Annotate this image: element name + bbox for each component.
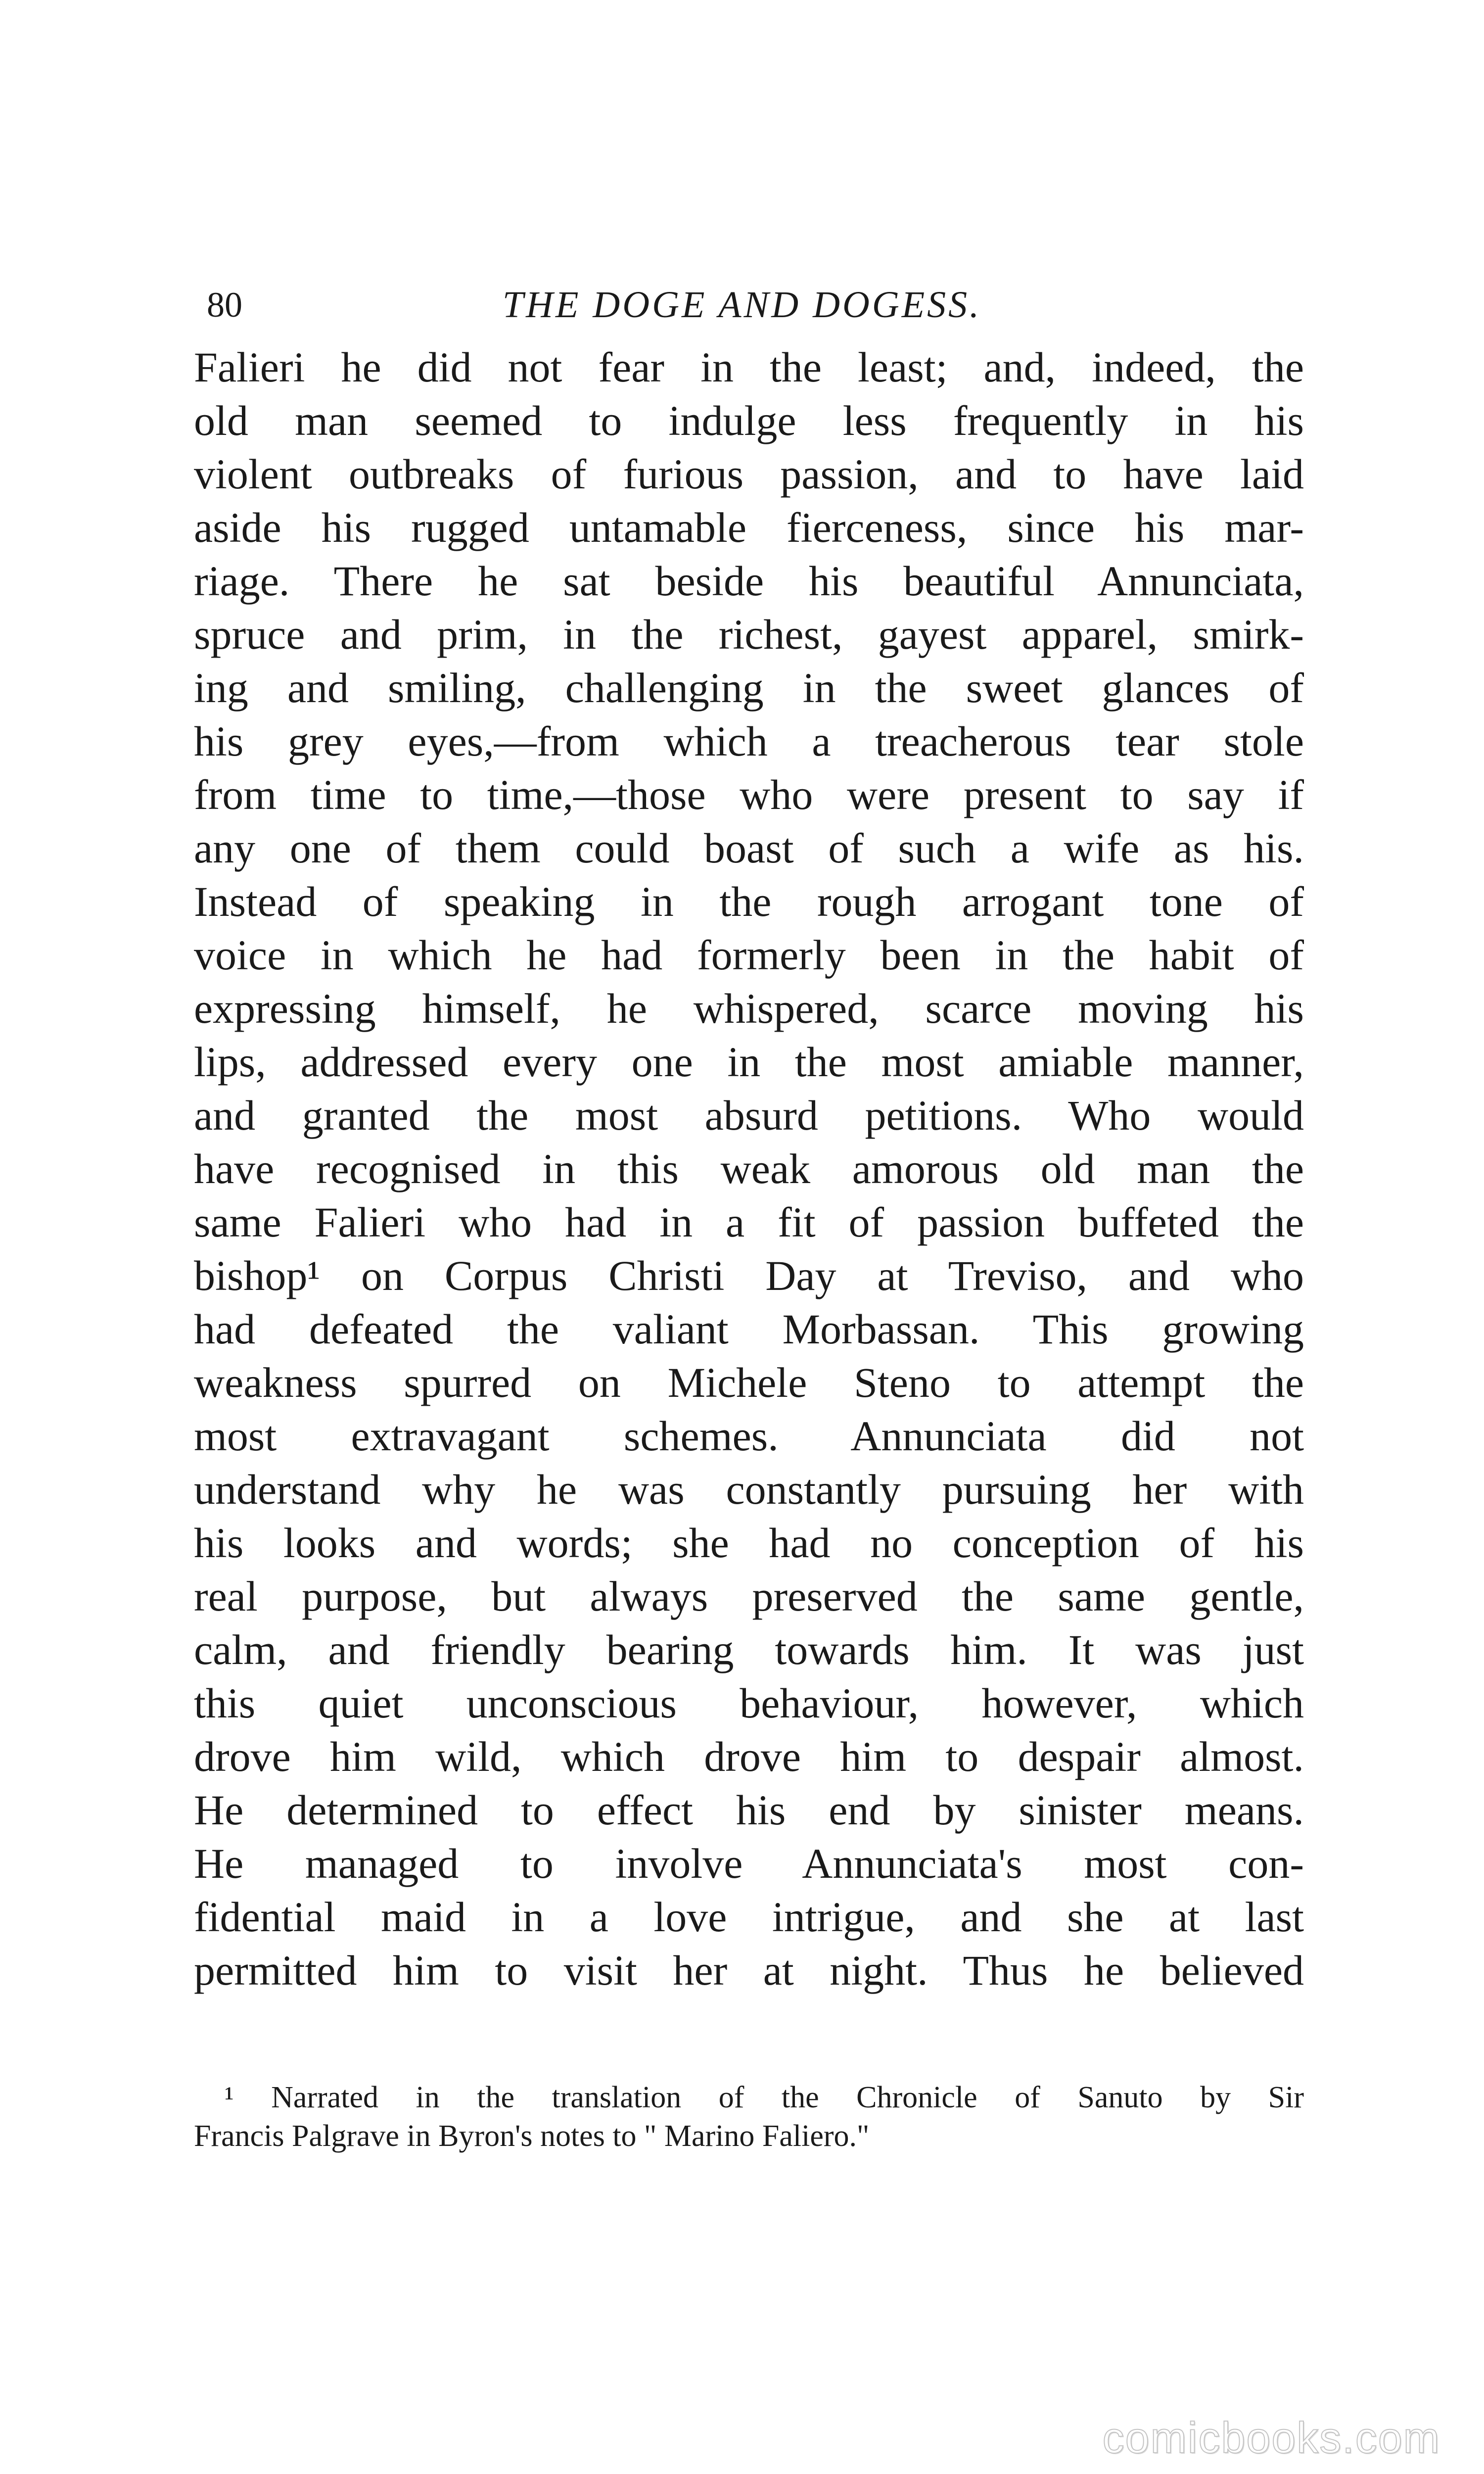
footnote [194,2078,1304,2155]
text-line: He managed to involve Annunciata's most con- [194,1840,1304,1887]
text-line: calm, and friendly bearing towards him. It was just [194,1626,1304,1673]
text-line: most extravagant schemes. Annunciata did not [194,1412,1304,1460]
text-line: same Falieri who had in a fit of passion buffeted the [194,1198,1304,1246]
text-line: Falieri he did not fear in the least; and, indeed, the [194,343,1304,391]
text-line: permitted him to visit her at night. Thus he believed [194,1947,1304,1994]
text-line: violent outbreaks of furious passion, and to have laid [194,450,1304,498]
text-line: understand why he was constantly pursuing her with [194,1466,1304,1513]
footnote-line: Francis Palgrave in Byron's notes to " Marino Faliero." [194,2119,870,2153]
text-line: old man seemed to indulge less frequently in his [194,397,1304,444]
text-line: aside his rugged untamable fierceness, since his mar- [194,504,1304,551]
text-line: have recognised in this weak amorous old man the [194,1145,1304,1192]
text-line: any one of them could boast of such a wife as his. [194,824,1304,872]
text-line: ing and smiling, challenging in the sweet glances of [194,664,1304,712]
watermark: comicbooks.com [1102,2413,1440,2462]
text-line: He determined to effect his end by sinister means. [194,1786,1304,1834]
page-number: 80 [207,285,242,325]
text-line: bishop¹ on Corpus Christi Day at Treviso, and who [194,1252,1304,1299]
text-line: expressing himself, he whispered, scarce moving his [194,985,1304,1032]
text-line: riage. There he sat beside his beautiful Annunciata, [194,557,1304,605]
footnote-line: ¹ Narrated in the translation of the Chronicle of Sanuto by Sir [225,2081,1304,2114]
text-line: his grey eyes,—from which a treacherous tear stole [194,717,1304,765]
text-line: and granted the most absurd petitions. Who would [194,1092,1304,1139]
running-head: THE DOGE AND DOGESS. [502,284,982,326]
text-line: weakness spurred on Michele Steno to attempt the [194,1359,1304,1406]
text-line: Instead of speaking in the rough arrogant tone of [194,878,1304,925]
text-line: drove him wild, which drove him to despair almost. [194,1733,1304,1780]
text-line: real purpose, but always preserved the same gentle, [194,1572,1304,1620]
text-line: had defeated the valiant Morbassan. This growing [194,1305,1304,1353]
text-line: from time to time,—those who were present to say if [194,771,1304,818]
body-text [194,340,1304,1997]
text-line: fidential maid in a love intrigue, and she at last [194,1893,1304,1941]
text-line: his looks and words; she had no conception of his [194,1519,1304,1567]
text-line: this quiet unconscious behaviour, however, which [194,1679,1304,1727]
text-line: lips, addressed every one in the most amiable manner, [194,1038,1304,1086]
text-line: voice in which he had formerly been in the habit of [194,931,1304,979]
text-line: spruce and prim, in the richest, gayest apparel, smirk- [194,611,1304,658]
